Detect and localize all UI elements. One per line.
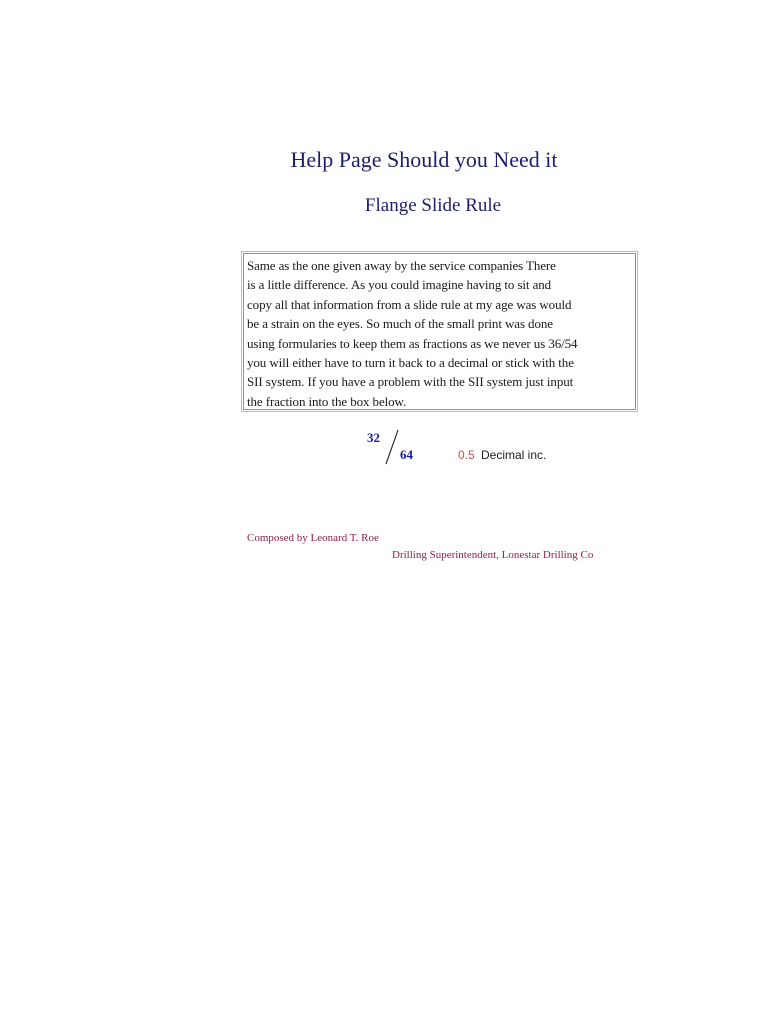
help-text-line: you will either have to turn it back to a decimal or stick with the xyxy=(247,355,574,371)
composer-credit: Composed by Leonard T. Roe xyxy=(247,532,379,544)
page-title: Help Page Should you Need it xyxy=(290,147,558,172)
help-text-line: is a little difference. As you could imagine having to sit and xyxy=(247,277,552,293)
fraction-denominator-input[interactable]: 64 xyxy=(400,447,413,462)
fraction-slash-icon xyxy=(384,429,400,465)
composer-role: Drilling Superintendent, Lonestar Drilling Co xyxy=(392,549,594,561)
help-text-line: the fraction into the box below. xyxy=(247,393,407,409)
help-text-line: Same as the one given away by the service companies There xyxy=(247,258,556,273)
page-subtitle: Flange Slide Rule xyxy=(364,195,502,216)
help-text-box xyxy=(243,253,636,410)
fraction-numerator-input[interactable]: 32 xyxy=(367,430,380,445)
help-text-line: copy all that information from a slide rule at my age was would xyxy=(247,296,572,312)
help-text-line: SII system. If you have a problem with the SII system just input xyxy=(247,374,574,390)
help-text-line: using formularies to keep them as fractions as we never us 36/54 xyxy=(247,335,578,351)
decimal-result-value: 0.5 xyxy=(458,448,475,462)
decimal-result-label: Decimal inc. xyxy=(481,448,547,462)
help-text-line: be a strain on the eyes. So much of the small print was done xyxy=(247,316,553,332)
